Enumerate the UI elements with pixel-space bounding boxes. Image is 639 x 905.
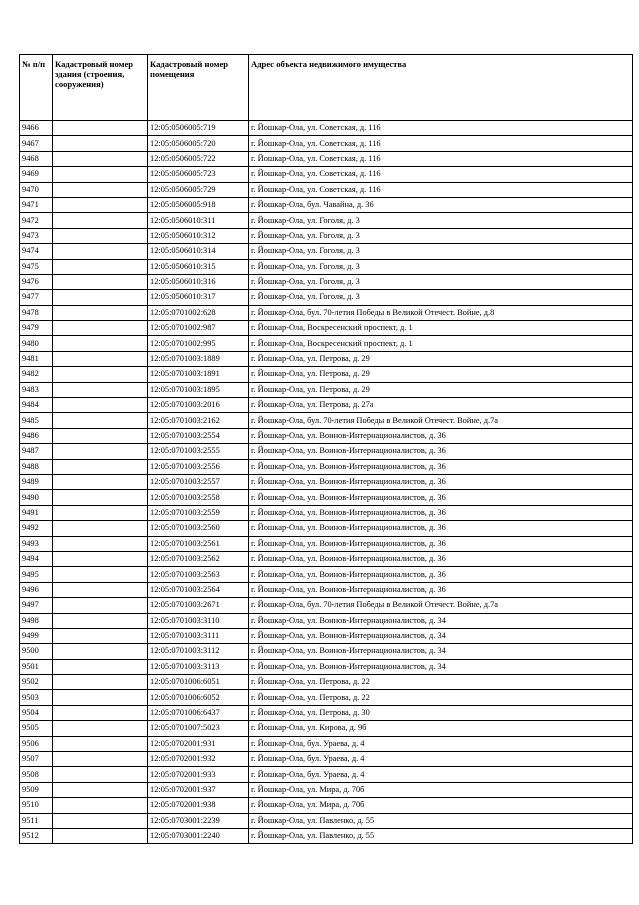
table-row	[20, 490, 633, 505]
row-index: 9502	[20, 675, 53, 690]
room-cadastral-number: 12:05:0701006:6437	[148, 705, 249, 720]
building-cadastral-number	[53, 367, 148, 382]
table-row	[20, 459, 633, 474]
building-cadastral-number	[53, 721, 148, 736]
address: г. Йошкар-Ола, ул. Воинов-Интернационалистов, д. 34	[249, 644, 633, 659]
building-cadastral-number	[53, 351, 148, 366]
room-cadastral-number: 12:05:0701003:2016	[148, 398, 249, 413]
table-header-row	[20, 55, 633, 121]
room-cadastral-number: 12:05:0506010:316	[148, 274, 249, 289]
room-cadastral-number: 12:05:0506010:312	[148, 228, 249, 243]
table-row	[20, 121, 633, 136]
row-index: 9488	[20, 459, 53, 474]
row-index: 9483	[20, 382, 53, 397]
row-index: 9466	[20, 121, 53, 136]
room-cadastral-number: 12:05:0701006:6052	[148, 690, 249, 705]
table-row	[20, 582, 633, 597]
address: г. Йошкар-Ола, бул. Чавайна, д. 36	[249, 197, 633, 212]
building-cadastral-number	[53, 705, 148, 720]
room-cadastral-number: 12:05:0702001:933	[148, 767, 249, 782]
building-cadastral-number	[53, 151, 148, 166]
table-row	[20, 351, 633, 366]
table-row	[20, 474, 633, 489]
table-row	[20, 213, 633, 228]
table-row	[20, 398, 633, 413]
table-row	[20, 382, 633, 397]
row-index: 9477	[20, 290, 53, 305]
room-cadastral-number: 12:05:0701007:5023	[148, 721, 249, 736]
row-index: 9480	[20, 336, 53, 351]
table-row	[20, 736, 633, 751]
table-row	[20, 567, 633, 582]
room-cadastral-number: 12:05:0701003:2564	[148, 582, 249, 597]
room-cadastral-number: 12:05:0701003:2561	[148, 536, 249, 551]
row-index: 9510	[20, 798, 53, 813]
address: г. Йошкар-Ола, ул. Воинов-Интернационалистов, д. 36	[249, 459, 633, 474]
row-index: 9469	[20, 167, 53, 182]
building-cadastral-number	[53, 828, 148, 843]
row-index: 9497	[20, 598, 53, 613]
address: г. Йошкар-Ола, ул. Воинов-Интернационалистов, д. 36	[249, 567, 633, 582]
address: г. Йошкар-Ола, ул. Советская, д. 116	[249, 121, 633, 136]
building-cadastral-number	[53, 197, 148, 212]
table-row	[20, 151, 633, 166]
header-building-cadastral-number: Кадастровый номер здания (строения, сооружения)	[53, 55, 148, 121]
table-row	[20, 613, 633, 628]
table-row	[20, 659, 633, 674]
table-row	[20, 521, 633, 536]
building-cadastral-number	[53, 274, 148, 289]
table-row	[20, 598, 633, 613]
address: г. Йошкар-Ола, бул. 70-летия Победы в Великой Отечест. Войне, д.7а	[249, 598, 633, 613]
address: г. Йошкар-Ола, бул. Ураева, д. 4	[249, 767, 633, 782]
address: г. Йошкар-Ола, ул. Воинов-Интернационалистов, д. 36	[249, 536, 633, 551]
building-cadastral-number	[53, 490, 148, 505]
row-index: 9476	[20, 274, 53, 289]
address: г. Йошкар-Ола, ул. Гоголя, д. 3	[249, 213, 633, 228]
address: г. Йошкар-Ола, ул. Воинов-Интернационалистов, д. 36	[249, 428, 633, 443]
building-cadastral-number	[53, 598, 148, 613]
header-index: № п/п	[20, 55, 53, 121]
building-cadastral-number	[53, 736, 148, 751]
row-index: 9498	[20, 613, 53, 628]
room-cadastral-number: 12:05:0506005:729	[148, 182, 249, 197]
room-cadastral-number: 12:05:0702001:932	[148, 752, 249, 767]
address: г. Йошкар-Ола, ул. Воинов-Интернационалистов, д. 36	[249, 474, 633, 489]
building-cadastral-number	[53, 521, 148, 536]
address: г. Йошкар-Ола, ул. Гоголя, д. 3	[249, 228, 633, 243]
room-cadastral-number: 12:05:0701003:1889	[148, 351, 249, 366]
row-index: 9491	[20, 505, 53, 520]
row-index: 9494	[20, 551, 53, 566]
table-row	[20, 536, 633, 551]
address: г. Йошкар-Ола, ул. Советская, д. 116	[249, 167, 633, 182]
address: г. Йошкар-Ола, Воскресенский проспект, д. 1	[249, 336, 633, 351]
room-cadastral-number: 12:05:0506010:314	[148, 244, 249, 259]
row-index: 9507	[20, 752, 53, 767]
address: г. Йошкар-Ола, ул. Гоголя, д. 3	[249, 274, 633, 289]
building-cadastral-number	[53, 121, 148, 136]
building-cadastral-number	[53, 782, 148, 797]
room-cadastral-number: 12:05:0506005:720	[148, 136, 249, 151]
room-cadastral-number: 12:05:0701003:3113	[148, 659, 249, 674]
address: г. Йошкар-Ола, ул. Воинов-Интернационалистов, д. 36	[249, 521, 633, 536]
address: г. Йошкар-Ола, ул. Кирова, д. 9б	[249, 721, 633, 736]
building-cadastral-number	[53, 398, 148, 413]
building-cadastral-number	[53, 136, 148, 151]
building-cadastral-number	[53, 336, 148, 351]
table-row	[20, 675, 633, 690]
address: г. Йошкар-Ола, ул. Воинов-Интернационалистов, д. 34	[249, 659, 633, 674]
row-index: 9468	[20, 151, 53, 166]
row-index: 9501	[20, 659, 53, 674]
table-row	[20, 428, 633, 443]
row-index: 9495	[20, 567, 53, 582]
row-index: 9512	[20, 828, 53, 843]
address: г. Йошкар-Ола, ул. Мира, д. 70б	[249, 782, 633, 797]
room-cadastral-number: 12:05:0701003:2562	[148, 551, 249, 566]
building-cadastral-number	[53, 444, 148, 459]
row-index: 9490	[20, 490, 53, 505]
address: г. Йошкар-Ола, ул. Петрова, д. 27а	[249, 398, 633, 413]
address: г. Йошкар-Ола, ул. Петрова, д. 22	[249, 690, 633, 705]
row-index: 9508	[20, 767, 53, 782]
address: г. Йошкар-Ола, ул. Воинов-Интернационалистов, д. 36	[249, 490, 633, 505]
building-cadastral-number	[53, 305, 148, 320]
header-room-cadastral-number: Кадастровый номер помещения	[148, 55, 249, 121]
address: г. Йошкар-Ола, ул. Воинов-Интернационалистов, д. 36	[249, 582, 633, 597]
room-cadastral-number: 12:05:0702001:938	[148, 798, 249, 813]
address: г. Йошкар-Ола, бул. 70-летия Победы в Великой Отечест. Войне, д.7а	[249, 413, 633, 428]
table-row	[20, 813, 633, 828]
room-cadastral-number: 12:05:0701002:628	[148, 305, 249, 320]
row-index: 9485	[20, 413, 53, 428]
table-row	[20, 752, 633, 767]
building-cadastral-number	[53, 459, 148, 474]
header-address: Адрес объекта недвижимого имущества	[249, 55, 633, 121]
building-cadastral-number	[53, 213, 148, 228]
row-index: 9467	[20, 136, 53, 151]
room-cadastral-number: 12:05:0506010:311	[148, 213, 249, 228]
building-cadastral-number	[53, 413, 148, 428]
building-cadastral-number	[53, 474, 148, 489]
building-cadastral-number	[53, 182, 148, 197]
row-index: 9474	[20, 244, 53, 259]
building-cadastral-number	[53, 321, 148, 336]
table-row	[20, 690, 633, 705]
room-cadastral-number: 12:05:0701003:2560	[148, 521, 249, 536]
room-cadastral-number: 12:05:0703001:2240	[148, 828, 249, 843]
table-row	[20, 644, 633, 659]
row-index: 9492	[20, 521, 53, 536]
room-cadastral-number: 12:05:0506005:719	[148, 121, 249, 136]
table-row	[20, 705, 633, 720]
row-index: 9487	[20, 444, 53, 459]
table-row	[20, 505, 633, 520]
room-cadastral-number: 12:05:0701003:1891	[148, 367, 249, 382]
building-cadastral-number	[53, 382, 148, 397]
room-cadastral-number: 12:05:0701003:2554	[148, 428, 249, 443]
building-cadastral-number	[53, 675, 148, 690]
room-cadastral-number: 12:05:0701003:1895	[148, 382, 249, 397]
building-cadastral-number	[53, 644, 148, 659]
address: г. Йошкар-Ола, ул. Советская, д. 116	[249, 182, 633, 197]
table-row	[20, 136, 633, 151]
address: г. Йошкар-Ола, ул. Воинов-Интернационалистов, д. 36	[249, 444, 633, 459]
row-index: 9500	[20, 644, 53, 659]
row-index: 9489	[20, 474, 53, 489]
table-row	[20, 782, 633, 797]
building-cadastral-number	[53, 551, 148, 566]
table-row	[20, 274, 633, 289]
room-cadastral-number: 12:05:0701003:3112	[148, 644, 249, 659]
room-cadastral-number: 12:05:0701003:3111	[148, 628, 249, 643]
table-row	[20, 259, 633, 274]
address: г. Йошкар-Ола, бул. 70-летия Победы в Великой Отечест. Войне, д.8	[249, 305, 633, 320]
room-cadastral-number: 12:05:0701003:2558	[148, 490, 249, 505]
room-cadastral-number: 12:05:0506005:723	[148, 167, 249, 182]
row-index: 9511	[20, 813, 53, 828]
row-index: 9471	[20, 197, 53, 212]
room-cadastral-number: 12:05:0506005:918	[148, 197, 249, 212]
room-cadastral-number: 12:05:0701003:3110	[148, 613, 249, 628]
table-row	[20, 244, 633, 259]
row-index: 9473	[20, 228, 53, 243]
room-cadastral-number: 12:05:0506005:722	[148, 151, 249, 166]
room-cadastral-number: 12:05:0702001:937	[148, 782, 249, 797]
building-cadastral-number	[53, 813, 148, 828]
room-cadastral-number: 12:05:0701003:2557	[148, 474, 249, 489]
address: г. Йошкар-Ола, ул. Советская, д. 116	[249, 136, 633, 151]
address: г. Йошкар-Ола, ул. Петрова, д. 22	[249, 675, 633, 690]
row-index: 9475	[20, 259, 53, 274]
address: г. Йошкар-Ола, ул. Петрова, д. 29	[249, 382, 633, 397]
room-cadastral-number: 12:05:0701003:2556	[148, 459, 249, 474]
building-cadastral-number	[53, 505, 148, 520]
table-row	[20, 721, 633, 736]
room-cadastral-number: 12:05:0701003:2555	[148, 444, 249, 459]
room-cadastral-number: 12:05:0701003:2671	[148, 598, 249, 613]
room-cadastral-number: 12:05:0701003:2563	[148, 567, 249, 582]
address: г. Йошкар-Ола, ул. Воинов-Интернационалистов, д. 36	[249, 551, 633, 566]
building-cadastral-number	[53, 290, 148, 305]
address: г. Йошкар-Ола, ул. Мира, д. 70б	[249, 798, 633, 813]
building-cadastral-number	[53, 690, 148, 705]
row-index: 9509	[20, 782, 53, 797]
building-cadastral-number	[53, 228, 148, 243]
row-index: 9493	[20, 536, 53, 551]
address: г. Йошкар-Ола, ул. Гоголя, д. 3	[249, 290, 633, 305]
building-cadastral-number	[53, 767, 148, 782]
building-cadastral-number	[53, 752, 148, 767]
row-index: 9504	[20, 705, 53, 720]
address: г. Йошкар-Ола, Воскресенский проспект, д. 1	[249, 321, 633, 336]
address: г. Йошкар-Ола, ул. Петрова, д. 29	[249, 351, 633, 366]
row-index: 9496	[20, 582, 53, 597]
building-cadastral-number	[53, 167, 148, 182]
row-index: 9478	[20, 305, 53, 320]
row-index: 9472	[20, 213, 53, 228]
building-cadastral-number	[53, 428, 148, 443]
room-cadastral-number: 12:05:0701002:987	[148, 321, 249, 336]
table-row	[20, 305, 633, 320]
address: г. Йошкар-Ола, ул. Гоголя, д. 3	[249, 244, 633, 259]
building-cadastral-number	[53, 567, 148, 582]
address: г. Йошкар-Ола, ул. Гоголя, д. 3	[249, 259, 633, 274]
building-cadastral-number	[53, 628, 148, 643]
address: г. Йошкар-Ола, ул. Петрова, д. 30	[249, 705, 633, 720]
row-index: 9486	[20, 428, 53, 443]
building-cadastral-number	[53, 659, 148, 674]
address: г. Йошкар-Ола, ул. Воинов-Интернационалистов, д. 34	[249, 613, 633, 628]
table-row	[20, 228, 633, 243]
table-row	[20, 367, 633, 382]
table-row	[20, 290, 633, 305]
room-cadastral-number: 12:05:0701003:2162	[148, 413, 249, 428]
room-cadastral-number: 12:05:0506010:315	[148, 259, 249, 274]
address: г. Йошкар-Ола, ул. Воинов-Интернационалистов, д. 36	[249, 505, 633, 520]
building-cadastral-number	[53, 582, 148, 597]
table-row	[20, 321, 633, 336]
address: г. Йошкар-Ола, бул. Ураева, д. 4	[249, 752, 633, 767]
table-row	[20, 182, 633, 197]
row-index: 9503	[20, 690, 53, 705]
address: г. Йошкар-Ола, ул. Павленко, д. 55	[249, 828, 633, 843]
row-index: 9470	[20, 182, 53, 197]
address: г. Йошкар-Ола, ул. Павленко, д. 55	[249, 813, 633, 828]
building-cadastral-number	[53, 244, 148, 259]
room-cadastral-number: 12:05:0701002:995	[148, 336, 249, 351]
row-index: 9481	[20, 351, 53, 366]
building-cadastral-number	[53, 613, 148, 628]
address: г. Йошкар-Ола, ул. Советская, д. 116	[249, 151, 633, 166]
property-table	[19, 54, 633, 844]
table-row	[20, 167, 633, 182]
table-row	[20, 444, 633, 459]
row-index: 9506	[20, 736, 53, 751]
building-cadastral-number	[53, 259, 148, 274]
row-index: 9484	[20, 398, 53, 413]
table-row	[20, 413, 633, 428]
table-row	[20, 336, 633, 351]
row-index: 9505	[20, 721, 53, 736]
table-row	[20, 828, 633, 843]
table-row	[20, 628, 633, 643]
row-index: 9499	[20, 628, 53, 643]
address: г. Йошкар-Ола, бул. Ураева, д. 4	[249, 736, 633, 751]
room-cadastral-number: 12:05:0702001:931	[148, 736, 249, 751]
table-row	[20, 551, 633, 566]
room-cadastral-number: 12:05:0506010:317	[148, 290, 249, 305]
row-index: 9482	[20, 367, 53, 382]
room-cadastral-number: 12:05:0701003:2559	[148, 505, 249, 520]
table-row	[20, 798, 633, 813]
room-cadastral-number: 12:05:0703001:2239	[148, 813, 249, 828]
row-index: 9479	[20, 321, 53, 336]
address: г. Йошкар-Ола, ул. Воинов-Интернационалистов, д. 34	[249, 628, 633, 643]
table-row	[20, 767, 633, 782]
room-cadastral-number: 12:05:0701006:6051	[148, 675, 249, 690]
building-cadastral-number	[53, 536, 148, 551]
address: г. Йошкар-Ола, ул. Петрова, д. 29	[249, 367, 633, 382]
building-cadastral-number	[53, 798, 148, 813]
table-row	[20, 197, 633, 212]
